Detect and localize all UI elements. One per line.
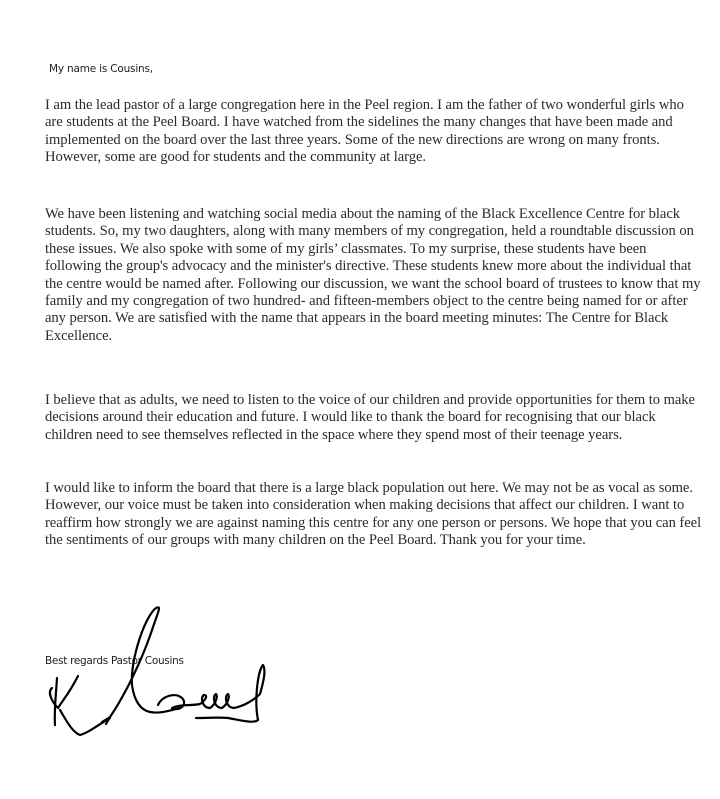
paragraph-intro: I am the lead pastor of a large congregation here in the Peel region. I am the father of two wonderful girls who are students at the Peel Board. I have watched from the sidelines the many changes that have been made and implemented on the board over the last three years. Some of the new directions are wrong on many fronts. However, some are good for students and the community at large. <box>45 97 684 166</box>
signature-stroke-oell <box>158 665 264 722</box>
signature-stroke-loop <box>110 607 180 717</box>
paragraph-listen-children: I believe that as adults, we need to listen to the voice of our children and provide opportunities for them to make decisions around their education and future. I would like to thank the board for recognising that our black children need to see themselves reflected in the space where they spend most of their teenage years. <box>45 392 695 443</box>
paragraph-inform-board: I would like to inform the board that there is a large black population out here. We may not be as vocal as some. However, our voice must be taken into consideration when making decisions that affect our children. I want to reaffirm how strongly we are against naming this centre for any one person or persons. We hope that you can feel the sentiments of our groups with many children on the Peel Board. Thank you for your time. <box>45 480 702 549</box>
handwritten-signature <box>30 600 290 750</box>
greeting: My name is Cousins, <box>49 63 153 75</box>
paragraph-naming-discussion: We have been listening and watching social media about the naming of the Black Excellence Centre for black students. So, my two daughters, along with many members of my congregation, held a roundtable discussion on these issues. We also spoke with some of my girls’ classmates. To my surprise, these students have been following the group's advocacy and the minister's directive. These students knew more about the individual that the centre would be named after. Following our discussion, we want the school board of trustees to know that my family and my congregation of two hundred- and fifteen-members object to the centre being named for or after any person. We are satisfied with the name that appears in the board meeting minutes: The Centre for Black Excellence. <box>45 206 701 344</box>
signature-stroke-k-stem <box>55 678 57 725</box>
signature-stroke-k-loop <box>50 676 78 708</box>
closing-line: Best regards Pastor Cousins <box>45 655 184 667</box>
